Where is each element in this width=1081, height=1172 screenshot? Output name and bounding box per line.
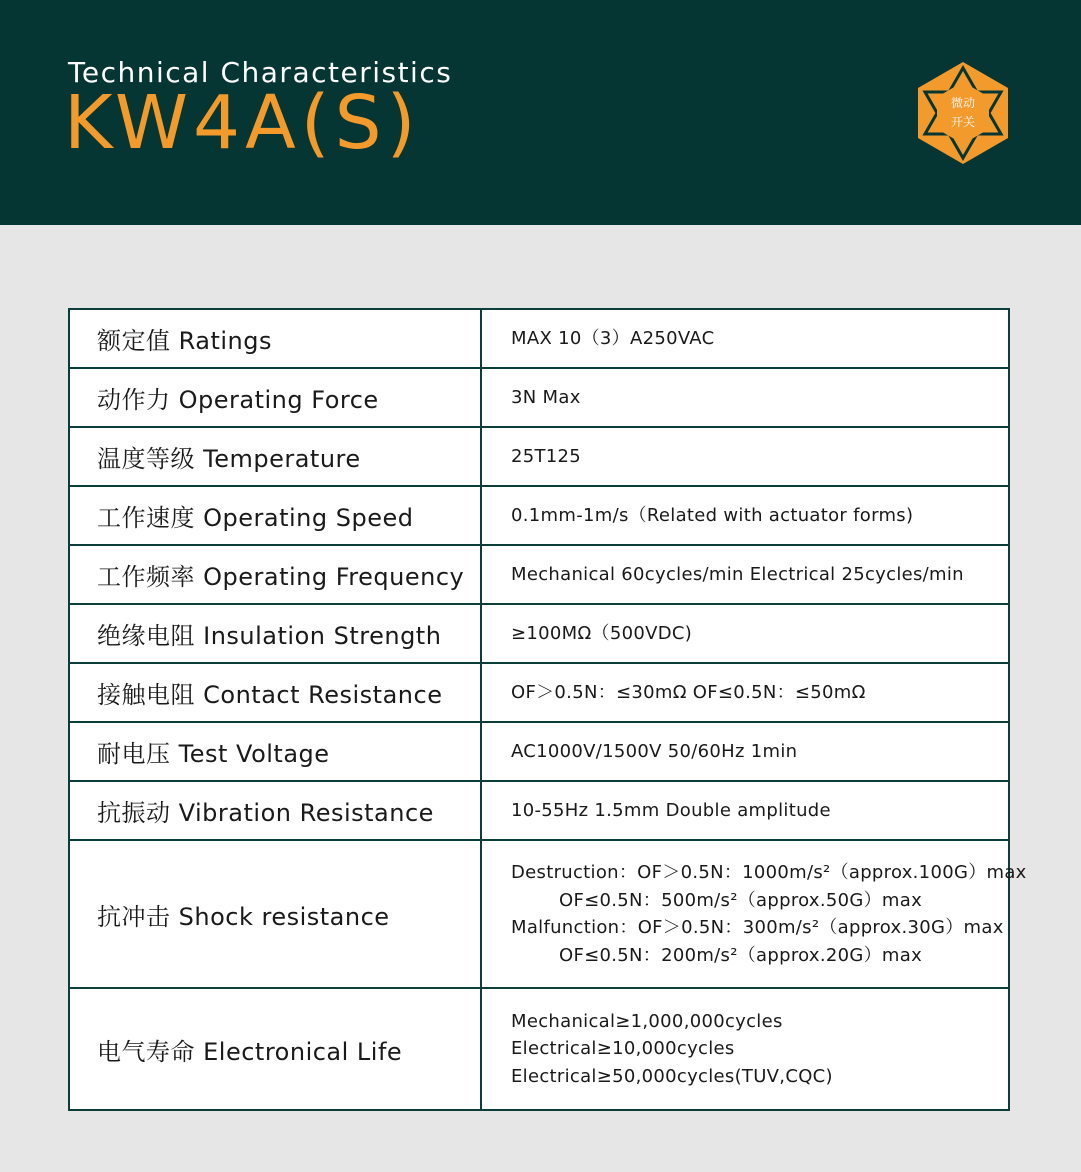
spec-value-line: 0.1mm-1m/s（Related with actuator forms)	[511, 504, 914, 526]
spec-value-line: OF≤0.5N：500m/s²（approx.50G）max	[559, 889, 923, 911]
spec-value-line: AC1000V/1500V 50/60Hz 1min	[511, 740, 798, 762]
spec-value	[481, 840, 1027, 988]
spec-value	[481, 545, 1009, 604]
spec-value	[481, 663, 1009, 722]
table-row	[69, 545, 1009, 604]
spec-label: 接触电阻 Contact Resistance	[69, 663, 481, 722]
spec-value	[481, 486, 1009, 545]
table-row	[69, 427, 1009, 486]
spec-value	[481, 604, 1009, 663]
table-row	[69, 663, 1009, 722]
spec-value	[481, 722, 1009, 781]
spec-value-line: OF＞0.5N：≤30mΩ OF≤0.5N：≤50mΩ	[511, 681, 866, 703]
model-title: KW4A(S)	[64, 80, 421, 166]
spec-value	[481, 988, 1009, 1110]
spec-value	[481, 781, 1009, 840]
spec-label: 绝缘电阻 Insulation Strength	[69, 604, 481, 663]
spec-label: 额定值 Ratings	[69, 309, 481, 368]
hexagram-logo-icon	[913, 60, 1013, 166]
spec-value-line: Mechanical≥1,000,000cycles	[511, 1010, 783, 1032]
brand-logo	[913, 60, 1013, 166]
spec-value	[481, 368, 1009, 427]
spec-value-line: Electrical≥10,000cycles	[511, 1038, 735, 1060]
table-row	[69, 988, 1009, 1110]
header-banner	[0, 0, 1081, 225]
logo-text-line1: 微动	[950, 96, 975, 110]
logo-text-line2: 开关	[950, 115, 975, 129]
spec-label: 工作频率 Operating Frequency	[69, 545, 481, 604]
spec-table-body	[69, 309, 1027, 1110]
spec-label: 抗振动 Vibration Resistance	[69, 781, 481, 840]
table-row	[69, 781, 1009, 840]
spec-label: 动作力 Operating Force	[69, 368, 481, 427]
page-subtitle: Technical Characteristics	[68, 56, 453, 89]
spec-value-line: ≥100MΩ（500VDC)	[511, 622, 693, 644]
table-row	[69, 840, 1009, 988]
spec-value-line: 25T125	[511, 445, 582, 467]
spec-value-line: Destruction：OF＞0.5N：1000m/s²（approx.100G）max	[511, 862, 1027, 883]
spec-value-line: 10-55Hz 1.5mm Double amplitude	[511, 799, 831, 821]
spec-value-line: 3N Max	[511, 386, 581, 408]
spec-label: 耐电压 Test Voltage	[69, 722, 481, 781]
table-row	[69, 486, 1009, 545]
spec-label: 电气寿命 Electronical Life	[69, 988, 481, 1110]
spec-table	[68, 308, 1027, 1111]
spec-value-line: OF≤0.5N：200m/s²（approx.20G）max	[559, 944, 923, 966]
spec-value	[481, 427, 1009, 486]
table-row	[69, 722, 1009, 781]
spec-value	[481, 309, 1009, 368]
table-row	[69, 604, 1009, 663]
table-row	[69, 368, 1009, 427]
spec-label: 工作速度 Operating Speed	[69, 486, 481, 545]
spec-value-line: Electrical≥50,000cycles(TUV,CQC)	[511, 1065, 833, 1087]
spec-value-line: MAX 10（3）A250VAC	[511, 327, 715, 349]
spec-label: 抗冲击 Shock resistance	[69, 840, 481, 988]
spec-value-line: Mechanical 60cycles/min Electrical 25cycles/min	[511, 563, 964, 585]
spec-value-line: Malfunction：OF＞0.5N：300m/s²（approx.30G）max	[511, 917, 1004, 938]
table-row	[69, 309, 1009, 368]
spec-label: 温度等级 Temperature	[69, 427, 481, 486]
